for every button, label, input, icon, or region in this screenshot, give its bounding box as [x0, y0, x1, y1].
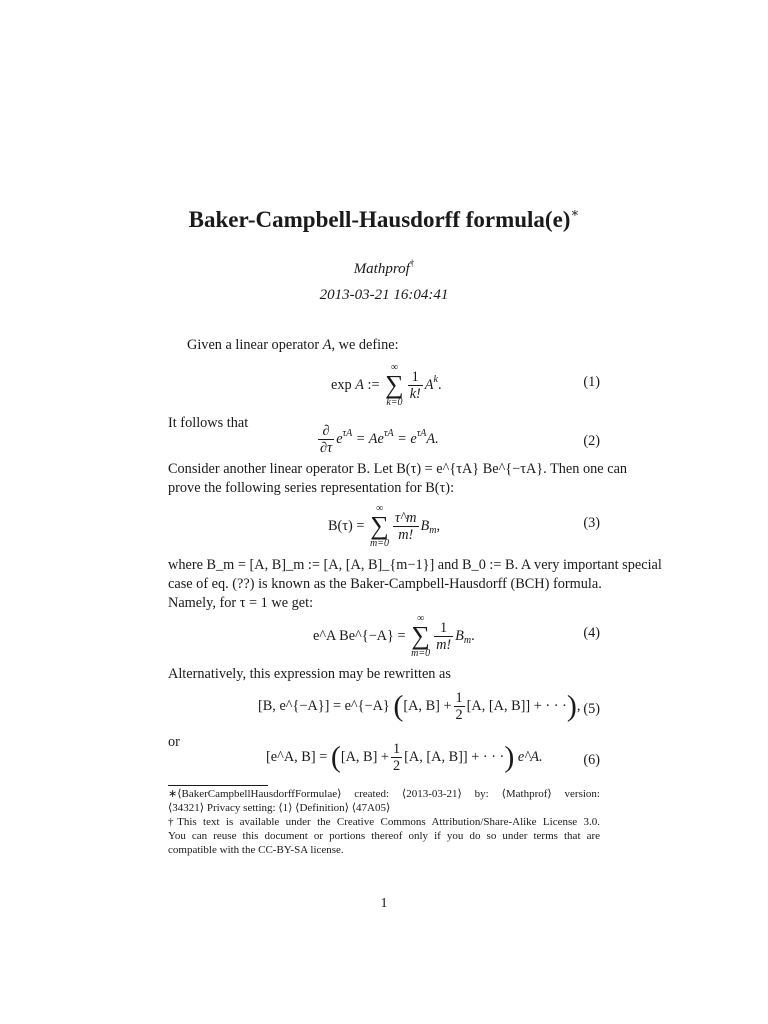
equation-1-number: (1)	[583, 374, 600, 390]
alternative-text: Alternatively, this expression may be rewritten as	[168, 666, 451, 682]
author-footnote-mark: †	[409, 258, 415, 268]
equation-4: e^A Be^{−A} = ∞ ∑ m=0 $\frac{1}{m!}$ $B_m$.	[313, 613, 475, 659]
footnote-rule	[168, 785, 268, 786]
author: Mathprof†	[353, 258, 415, 277]
paragraph-line: case of eq. (??) is known as the Baker-Campbell-Hausdorff (BCH) formula.	[168, 576, 602, 592]
footnote-license	[168, 815, 600, 857]
equation-3: B(τ) = ∞ ∑ m=0 $\frac{\tau\^{}m}{m!}$ $B_m$,	[328, 503, 441, 549]
page-number: 1	[380, 896, 388, 911]
equation-5-number: (5)	[583, 701, 600, 717]
footnote-line: ∗⟨BakerCampbellHausdorffFormulae⟩ created: ⟨2013-03-21⟩ by: ⟨Mathprof⟩ version:	[168, 788, 600, 800]
equation-4-number: (4)	[583, 625, 600, 641]
footnote-line: †This text is available under the Creative Commons Attribution/Share-Alike License 3.0.	[168, 816, 600, 828]
paper-title: Baker-Campbell-Hausdorff formula(e)∗	[188, 205, 580, 232]
paragraph-line: Namely, for τ = 1 we get:	[168, 595, 314, 611]
equation-2: $\frac{\partial}{\partial\tau}$ $e^{\tau A} = Ae^{\tau A} = e^{\tau A}A$.	[320, 423, 439, 456]
intro-paragraph: Given a linear operator A, we define:	[187, 337, 399, 353]
paragraph-bch	[168, 556, 662, 613]
footnote-metadata	[168, 787, 600, 815]
follows-text: It follows that	[168, 415, 249, 431]
title-footnote-mark: ∗	[570, 205, 580, 220]
footnote-line: You can reuse this document or portions thereof only if you do so under terms that are	[168, 830, 600, 842]
equation-1: exp A := ∞ ∑ k=0 $\frac{1}{k!}$ $A^k$.	[331, 362, 442, 408]
paragraph-operator-b	[168, 460, 628, 498]
paragraph-line: where B_m = [A, B]_m := [A, [A, B]_{m−1}] and B_0 := B. A very important special	[168, 557, 662, 573]
equation-6-number: (6)	[583, 752, 600, 768]
footnote-line: ⟨34321⟩ Privacy setting: ⟨1⟩ ⟨Definition⟩ ⟨47A05⟩	[168, 802, 391, 814]
or-text: or	[168, 734, 180, 750]
date: 2013-03-21 16:04:41	[319, 287, 449, 303]
paragraph-line: prove the following series representation for B(τ):	[168, 480, 455, 496]
equation-5: [B, e^{−A}] = e^{−A} ([A, B] + $\frac{1}{2}$ [A, [A, B]] + · · ·),	[258, 689, 581, 723]
equation-2-number: (2)	[583, 433, 600, 449]
footnote-line: compatible with the CC-BY-SA license.	[168, 844, 344, 856]
equation-3-number: (3)	[583, 515, 600, 531]
equation-6: [e^A, B] = ([A, B] + $\frac{1}{2}$ [A, [A, B]] + · · ·) e^A.	[266, 740, 543, 774]
paragraph-line: Consider another linear operator B. Let B(τ) = e^{τA} Be^{−τA}. Then one can	[168, 461, 628, 477]
